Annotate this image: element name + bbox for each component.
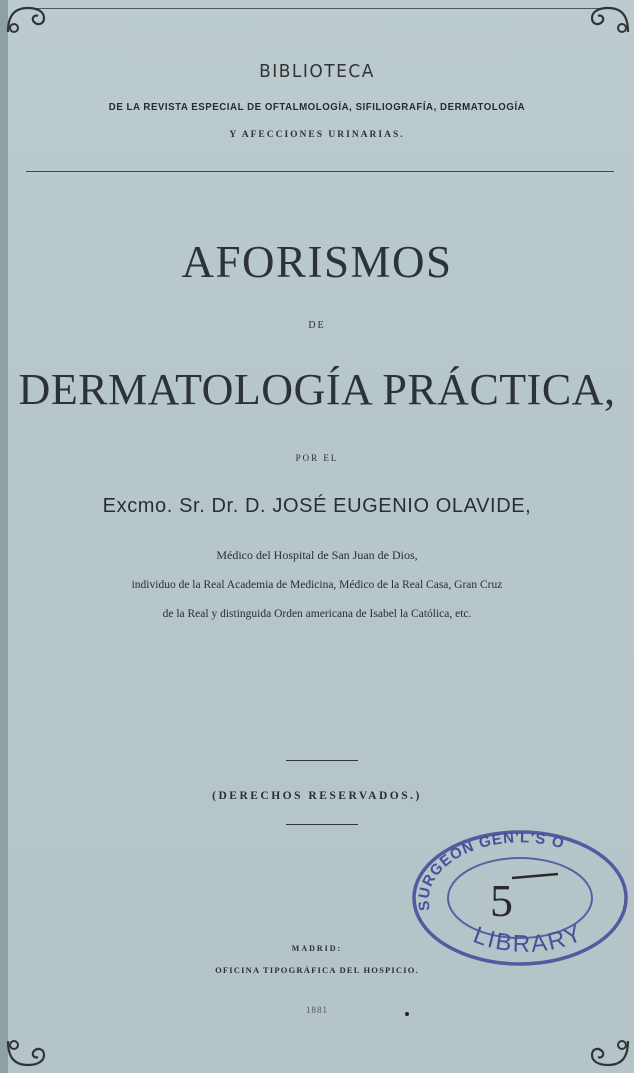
author-credential-1: Médico del Hospital de San Juan de Dios, (216, 548, 418, 562)
series-title: BIBLIOTECA (259, 61, 375, 83)
author-credential-3: de la Real y distinguida Orden americana de Isabel la Católica, etc. (162, 608, 472, 620)
corner-ornament-icon (588, 1037, 632, 1071)
divider-short (286, 760, 358, 761)
divider-short (286, 824, 358, 825)
imprint-year: 1881 (306, 1005, 328, 1015)
stamp-number: 5 (490, 875, 513, 926)
series-subtitle-line2: Y AFECCIONES URINARIAS. (229, 130, 405, 140)
page-edge (0, 0, 8, 1073)
corner-ornament-icon (4, 1037, 48, 1071)
rights-notice: (DERECHOS RESERVADOS.) (212, 790, 422, 802)
corner-ornament-icon (588, 2, 632, 36)
stamp-text-top: SURGEON GEN'L'S O (415, 829, 567, 912)
header-divider (26, 171, 614, 172)
title-connector: DE (308, 320, 326, 331)
stamp-text-bottom: LIBRARY (469, 919, 588, 958)
author-credential-2: individuo de la Real Academia de Medicina, Médico de la Real Casa, Gran Cruz (131, 579, 503, 591)
top-border-rule (24, 8, 616, 9)
series-subtitle: DE LA REVISTA ESPECIAL DE OFTALMOLOGÍA, SIFILIOGRAFÍA, DERMATOLOGÍA (108, 101, 526, 113)
book-title-line2: DERMATOLOGÍA PRÁCTICA, (18, 365, 616, 414)
byline-prefix: POR EL (295, 453, 339, 463)
corner-ornament-icon (4, 2, 48, 36)
imprint-city: MADRID: (291, 944, 343, 953)
author-name: Excmo. Sr. Dr. D. JOSÉ EUGENIO OLAVIDE, (102, 495, 532, 517)
ink-spot (405, 1012, 409, 1016)
imprint-printer: OFICINA TIPOGRÁFICA DEL HOSPICIO. (215, 965, 419, 975)
book-title-line1: AFORISMOS (181, 237, 453, 287)
